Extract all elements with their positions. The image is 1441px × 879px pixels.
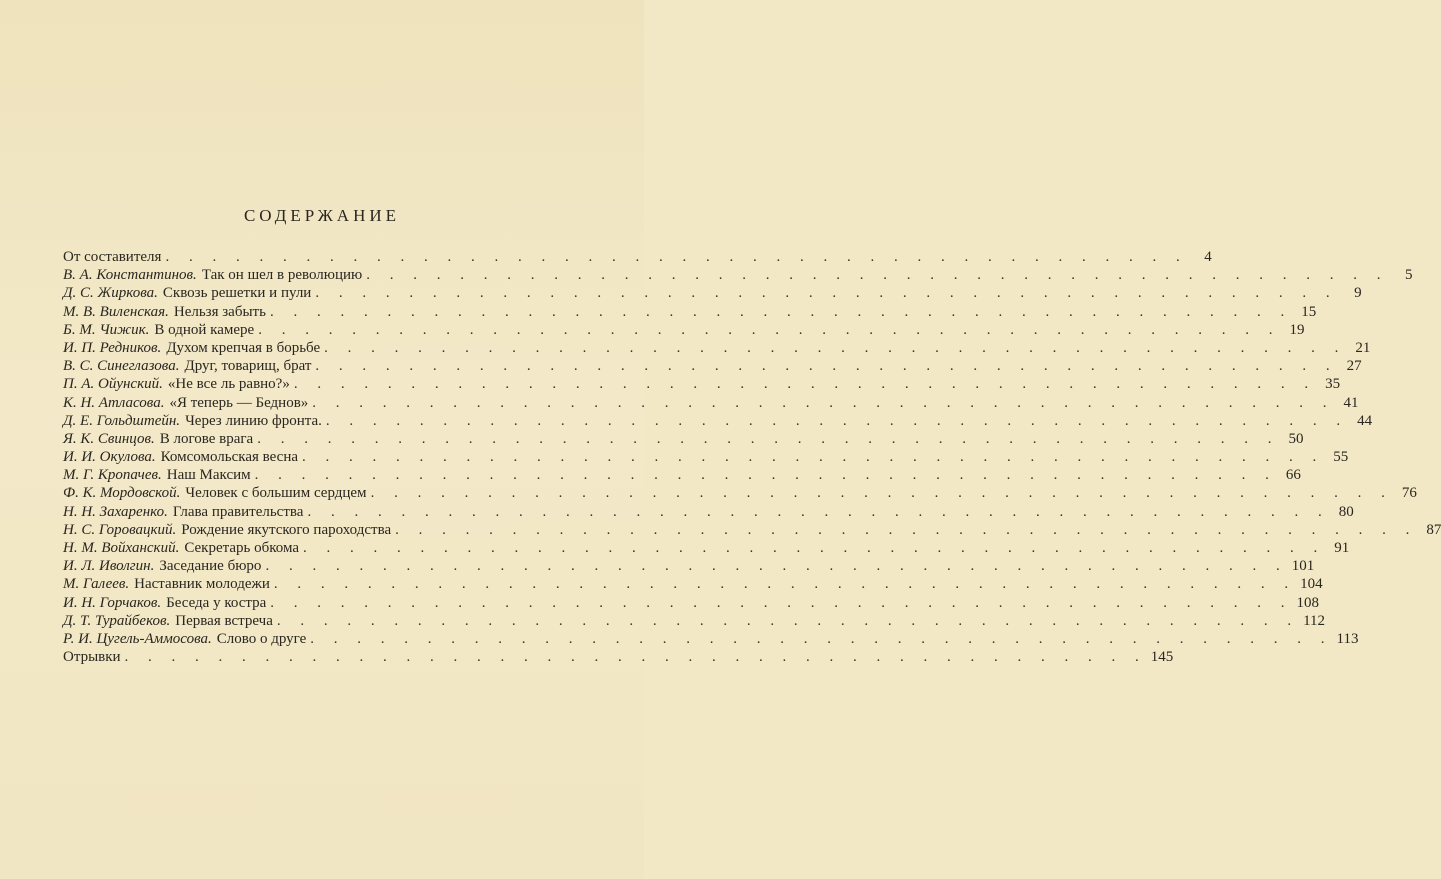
toc-author: М. Г. Кропачев. bbox=[63, 467, 162, 484]
toc-entry bbox=[63, 339, 1371, 357]
dot-leader bbox=[255, 466, 1277, 484]
toc-entry-text bbox=[63, 430, 253, 448]
toc-author: Н. Н. Захаренко. bbox=[63, 503, 168, 520]
toc-title: В одной камере bbox=[154, 321, 255, 338]
toc-title: Человек с большим сердцем bbox=[185, 485, 367, 502]
toc-title: Глава правительства bbox=[172, 503, 304, 520]
toc-entry bbox=[63, 630, 1359, 648]
toc-entry bbox=[63, 430, 1304, 448]
toc-title: Заседание бюро bbox=[159, 558, 262, 575]
toc-entry bbox=[63, 648, 1174, 666]
toc-entry-text bbox=[63, 648, 121, 666]
toc-title: Нельзя забыть bbox=[173, 303, 266, 320]
toc-page-number: 145 bbox=[1150, 649, 1174, 666]
toc-author: Ф. К. Мордовской. bbox=[63, 485, 181, 502]
toc-entry bbox=[63, 466, 1301, 484]
toc-title: Друг, товарищ, брат bbox=[184, 358, 312, 375]
toc-entry-text bbox=[63, 575, 270, 593]
toc-entry-text bbox=[63, 375, 290, 393]
toc-page-number: 76 bbox=[1401, 485, 1417, 502]
toc-title: Беседа у костра bbox=[166, 594, 267, 611]
toc-title: Первая встреча bbox=[175, 612, 273, 629]
dot-leader bbox=[324, 339, 1346, 357]
toc-page-number: 101 bbox=[1291, 558, 1315, 575]
toc-page-number: 41 bbox=[1343, 394, 1359, 411]
toc-entry bbox=[63, 357, 1362, 375]
toc-entry bbox=[63, 557, 1315, 575]
toc-author: И. Л. Иволгин. bbox=[63, 558, 155, 575]
toc-page-number: 87 bbox=[1426, 521, 1441, 538]
toc-entry-text bbox=[63, 594, 266, 612]
dot-leader bbox=[307, 503, 1329, 521]
toc-page-number: 4 bbox=[1204, 249, 1212, 265]
toc-author: Н. С. Горовацкий. bbox=[63, 521, 177, 538]
toc-entry-text bbox=[63, 503, 303, 521]
toc-page-number: 112 bbox=[1303, 612, 1326, 629]
toc-author: Б. М. Чижик. bbox=[63, 321, 150, 338]
toc-entry-text bbox=[63, 248, 161, 266]
toc-entry bbox=[63, 248, 1212, 266]
toc-author: И. И. Окулова. bbox=[63, 449, 156, 466]
toc-author: М. В. Виленская. bbox=[63, 303, 169, 320]
dot-leader bbox=[395, 521, 1417, 539]
toc-entry-text bbox=[63, 284, 311, 302]
toc-title: Наставник молодежи bbox=[134, 576, 270, 593]
toc-page-number: 35 bbox=[1325, 376, 1341, 393]
toc-page-number: 66 bbox=[1285, 467, 1301, 484]
toc-title: Духом крепчая в борьбе bbox=[166, 339, 321, 356]
toc-entry-text bbox=[63, 466, 251, 484]
toc-entry bbox=[63, 321, 1305, 339]
dot-leader bbox=[326, 412, 1348, 430]
dot-leader bbox=[265, 557, 1287, 575]
toc-page-number: 55 bbox=[1333, 449, 1349, 466]
toc-author: Д. С. Жиркова. bbox=[63, 285, 158, 302]
toc-entry-text bbox=[63, 557, 261, 575]
dot-leader bbox=[125, 648, 1147, 666]
dot-leader bbox=[270, 594, 1292, 612]
toc-entry bbox=[63, 375, 1341, 393]
toc-entry-text bbox=[63, 394, 308, 412]
toc-author: Я. К. Свинцов. bbox=[63, 430, 155, 447]
dot-leader bbox=[294, 375, 1316, 393]
toc-page-number: 50 bbox=[1288, 430, 1304, 447]
dot-leader bbox=[277, 612, 1299, 630]
toc-author: И. Н. Горчаков. bbox=[63, 594, 162, 611]
toc-author: Д. Е. Гольдштейн. bbox=[63, 412, 181, 429]
dot-leader bbox=[257, 430, 1279, 448]
dot-leader bbox=[270, 303, 1292, 321]
toc-title: «Я теперь — Беднов» bbox=[169, 394, 309, 411]
toc-entry-text bbox=[63, 521, 391, 539]
toc-author: К. Н. Атласова. bbox=[63, 394, 165, 411]
toc-title: Рождение якутского пароходства bbox=[181, 521, 392, 538]
toc-entry-text bbox=[63, 630, 306, 648]
toc-page-number: 80 bbox=[1338, 503, 1354, 520]
toc-title: Через линию фронта. bbox=[185, 412, 322, 429]
toc-author: П. А. Ойунский. bbox=[63, 376, 163, 393]
toc-title: Комсомольская весна bbox=[160, 449, 299, 466]
toc-title: От составителя bbox=[63, 249, 162, 265]
toc-page-number: 19 bbox=[1289, 321, 1305, 338]
toc-entry bbox=[63, 539, 1350, 557]
dot-leader bbox=[366, 266, 1388, 284]
toc-entry bbox=[63, 448, 1349, 466]
dot-leader bbox=[165, 248, 1187, 266]
toc-entry-text bbox=[63, 339, 320, 357]
toc-entry bbox=[63, 412, 1373, 430]
toc-page-number: 9 bbox=[1354, 285, 1362, 302]
toc-page-number: 113 bbox=[1336, 630, 1359, 647]
dot-leader bbox=[302, 448, 1324, 466]
toc-author: И. П. Редников. bbox=[63, 339, 162, 356]
toc-entry bbox=[63, 266, 1413, 284]
contents-heading: СОДЕРЖАНИЕ bbox=[243, 206, 401, 225]
toc-page-number: 104 bbox=[1300, 576, 1323, 593]
toc-entry-text bbox=[63, 321, 254, 339]
toc-entry bbox=[63, 503, 1354, 521]
dot-leader bbox=[315, 357, 1337, 375]
toc-entry bbox=[63, 484, 1417, 502]
toc-entry bbox=[63, 612, 1326, 630]
toc-entry-text bbox=[63, 448, 298, 466]
toc-entry-text bbox=[63, 357, 311, 375]
toc-entry-text bbox=[63, 539, 299, 557]
toc-entry bbox=[63, 594, 1320, 612]
toc-page-number: 44 bbox=[1357, 412, 1373, 429]
dot-leader bbox=[371, 484, 1393, 502]
toc-page-number: 5 bbox=[1405, 267, 1413, 284]
toc-entry-text bbox=[63, 484, 367, 502]
toc-title: Секретарь обкома bbox=[184, 540, 300, 556]
dot-leader bbox=[315, 284, 1337, 302]
toc-author: Д. Т. Турайбеков. bbox=[63, 612, 171, 629]
toc-title: Отрывки bbox=[63, 649, 121, 666]
toc-title: «Не все ль равно?» bbox=[167, 376, 290, 393]
toc-title: Так он шел в революцию bbox=[201, 267, 363, 284]
toc-entry-text bbox=[63, 612, 273, 630]
toc-title: Слово о друге bbox=[216, 630, 307, 647]
toc-author: Р. И. Цугель-Аммосова. bbox=[63, 630, 212, 647]
dot-leader bbox=[310, 630, 1332, 648]
toc-entry bbox=[63, 394, 1359, 412]
toc-title: Сквозь решетки и пули bbox=[162, 285, 312, 302]
toc-author: В. А. Константинов. bbox=[63, 267, 197, 284]
dot-leader bbox=[258, 321, 1280, 339]
dot-leader bbox=[312, 394, 1334, 412]
toc-page-number: 21 bbox=[1355, 339, 1371, 356]
toc-entry bbox=[63, 284, 1362, 302]
toc-entry-text bbox=[63, 303, 266, 321]
toc-entry-text bbox=[63, 266, 362, 284]
toc-page-number: 108 bbox=[1296, 594, 1320, 611]
toc-entry bbox=[63, 303, 1317, 321]
toc-page-number: 91 bbox=[1334, 540, 1350, 556]
toc-page-number: 27 bbox=[1346, 358, 1362, 375]
toc-author: В. С. Синеглазова. bbox=[63, 358, 180, 375]
toc-author: Н. М. Войханский. bbox=[63, 540, 180, 556]
dot-leader bbox=[274, 575, 1296, 593]
toc-entry bbox=[63, 521, 1441, 539]
toc-author: М. Галеев. bbox=[63, 576, 130, 593]
toc-title: Наш Максим bbox=[166, 467, 251, 484]
toc-entry bbox=[63, 575, 1323, 593]
toc-page-number: 15 bbox=[1301, 303, 1317, 320]
toc-title: В логове врага bbox=[159, 430, 254, 447]
dot-leader bbox=[303, 539, 1325, 557]
table-of-contents bbox=[63, 248, 1441, 666]
toc-entry-text bbox=[63, 412, 322, 430]
